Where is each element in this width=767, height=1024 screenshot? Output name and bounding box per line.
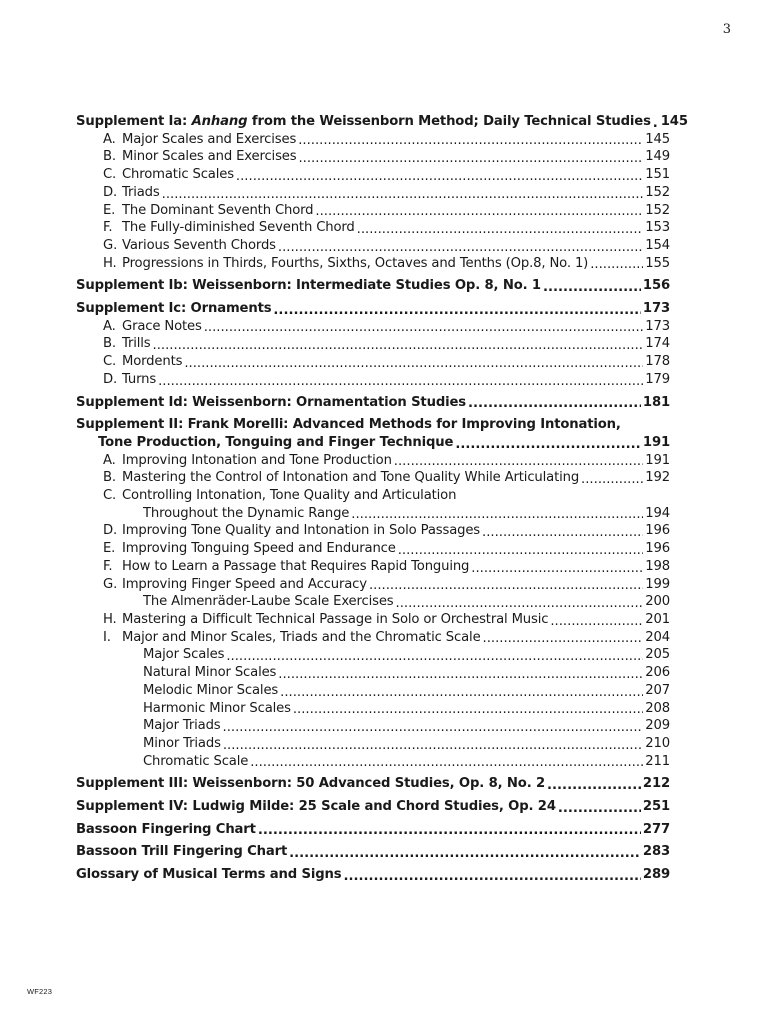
- toc-entry-glossary[interactable]: [76, 866, 670, 884]
- toc-subentry[interactable]: [76, 335, 670, 353]
- toc-entry-page: 204: [645, 629, 670, 645]
- dot-leader: [547, 778, 641, 793]
- toc-subsubentry[interactable]: [76, 646, 670, 664]
- toc-entry-label: C. Mordents: [103, 354, 183, 370]
- dot-leader: [351, 507, 643, 522]
- toc-entry-label: E. Improving Tonguing Speed and Endurance: [103, 541, 396, 557]
- dot-leader: [289, 846, 641, 861]
- toc-entry-page: 155: [645, 255, 670, 271]
- toc-entry-page: 152: [645, 184, 670, 200]
- toc-entry-page: 196: [645, 541, 670, 557]
- dot-leader: [223, 720, 644, 735]
- dot-leader: [162, 187, 644, 202]
- toc-entry-page: 210: [645, 735, 670, 751]
- toc-subentry[interactable]: [76, 629, 670, 647]
- toc-entry-label: Natural Minor Scales: [143, 665, 277, 681]
- toc-entry-page: 145: [645, 131, 670, 147]
- toc-subentry[interactable]: [76, 148, 670, 166]
- dot-leader: [153, 338, 644, 353]
- toc-entry-supplement-iii[interactable]: [76, 775, 670, 793]
- toc-entry-page: 149: [645, 149, 670, 165]
- dot-leader: [398, 543, 644, 558]
- toc-subentry[interactable]: [76, 469, 670, 487]
- toc-subentry[interactable]: [76, 353, 670, 371]
- toc-entry-label: Supplement II: Frank Morelli: Advanced Methods for Improving Intonation,: [76, 417, 621, 433]
- toc-entry-supplement-ic[interactable]: [76, 300, 670, 318]
- toc-subsubentry[interactable]: [76, 593, 670, 611]
- toc-subentry[interactable]: [76, 540, 670, 558]
- toc-subentry[interactable]: [76, 237, 670, 255]
- toc-subsubentry[interactable]: [76, 664, 670, 682]
- toc-subentry[interactable]: [76, 131, 670, 149]
- dot-leader: [343, 869, 640, 884]
- dot-leader: [369, 578, 643, 593]
- toc-entry-label: Supplement Id: Weissenborn: Ornamentation Studies: [76, 394, 466, 410]
- toc-entry-page: 196: [645, 523, 670, 539]
- dot-leader: [250, 755, 643, 770]
- toc-entry-label: D. Triads: [103, 184, 160, 200]
- toc-entry-label: Glossary of Musical Terms and Signs: [76, 867, 342, 883]
- toc-entry-label: Major Triads: [143, 718, 221, 734]
- dot-leader: [298, 151, 643, 166]
- toc-entry-page: 173: [642, 301, 670, 317]
- toc-entry-label: Major Scales: [143, 647, 225, 663]
- toc-entry-page: 191: [642, 434, 670, 450]
- toc-entry-label: Supplement III: Weissenborn: 50 Advanced Studies, Op. 8, No. 2: [76, 776, 546, 792]
- toc-entry-label: H. Mastering a Difficult Technical Passage in Solo or Orchestral Music: [103, 611, 549, 627]
- toc-subentry[interactable]: [76, 452, 670, 470]
- toc-subentry[interactable]: [76, 255, 670, 273]
- dot-leader: [258, 823, 641, 838]
- toc-entry-page: 251: [642, 799, 670, 815]
- toc-entry-supplement-ii-continued[interactable]: [76, 434, 670, 452]
- dot-leader: [184, 356, 643, 371]
- dot-leader: [236, 169, 643, 184]
- footer-code: WF223: [27, 987, 53, 996]
- toc-entry-label: I. Major and Minor Scales, Triads and the Chromatic Scale: [103, 629, 481, 645]
- toc-entry-page: 151: [645, 167, 670, 183]
- toc-entry-page: 178: [645, 354, 670, 370]
- toc-entry-page: 191: [645, 452, 670, 468]
- dot-leader: [204, 320, 644, 335]
- dot-leader: [483, 631, 644, 646]
- toc-entry-page: 174: [645, 336, 670, 352]
- toc-entry-supplement-ii[interactable]: [76, 416, 670, 434]
- toc-entry-label: Minor Triads: [143, 735, 221, 751]
- dot-leader: [396, 596, 644, 611]
- toc-subentry[interactable]: [76, 611, 670, 629]
- page-number: 3: [722, 22, 731, 37]
- toc-entry-page: 173: [645, 318, 670, 334]
- dot-leader: [471, 561, 643, 576]
- toc-entry-label: B. Trills: [103, 336, 151, 352]
- toc-entry-page: 179: [645, 371, 670, 387]
- toc-subentry[interactable]: [76, 371, 670, 389]
- toc-entry-page: 277: [642, 821, 670, 837]
- toc-subsubentry[interactable]: [76, 700, 670, 718]
- dot-leader: [158, 374, 643, 389]
- toc-entry-label: B. Minor Scales and Exercises: [103, 149, 297, 165]
- table-of-contents: [76, 113, 688, 884]
- toc-subentry[interactable]: [76, 487, 670, 505]
- dot-leader: [482, 525, 643, 540]
- toc-entry-label: D. Improving Tone Quality and Intonation in Solo Passages: [103, 523, 481, 539]
- toc-entry-label: A. Improving Intonation and Tone Production: [103, 452, 392, 468]
- toc-entry-page: 194: [645, 505, 670, 521]
- toc-entry-label: B. Mastering the Control of Intonation and Tone Quality While Articulating: [103, 470, 580, 486]
- toc-subsubentry[interactable]: [76, 735, 670, 753]
- toc-subentry[interactable]: [76, 318, 670, 336]
- dot-leader: [315, 204, 643, 219]
- toc-entry-label: G. Improving Finger Speed and Accuracy: [103, 576, 367, 592]
- toc-entry-label: Bassoon Fingering Chart: [76, 821, 256, 837]
- toc-entry-page: 207: [645, 682, 670, 698]
- toc-entry-trill-fingering-chart[interactable]: [76, 843, 670, 861]
- dot-leader: [273, 303, 641, 318]
- dot-leader: [653, 116, 659, 131]
- toc-entry-page: 198: [645, 558, 670, 574]
- toc-entry-label: E. The Dominant Seventh Chord: [103, 202, 314, 218]
- toc-entry-page: 206: [645, 665, 670, 681]
- dot-leader: [550, 614, 643, 629]
- toc-entry-label: A. Major Scales and Exercises: [103, 131, 297, 147]
- dot-leader: [590, 257, 643, 272]
- toc-entry-label: Chromatic Scale: [143, 753, 249, 769]
- toc-subentry[interactable]: [76, 219, 670, 237]
- toc-entry-label: The Almenräder-Laube Scale Exercises: [143, 594, 394, 610]
- toc-subentry[interactable]: [76, 202, 670, 220]
- toc-subentry[interactable]: [76, 522, 670, 540]
- toc-entry-page: 199: [645, 576, 670, 592]
- toc-entry-label: D. Turns: [103, 371, 157, 387]
- dot-leader: [394, 454, 643, 469]
- toc-subentry[interactable]: [76, 558, 670, 576]
- toc-entry-page: 208: [645, 700, 670, 716]
- toc-entry-page: 289: [642, 867, 670, 883]
- toc-entry-label: Supplement IV: Ludwig Milde: 25 Scale and Chord Studies, Op. 24: [76, 799, 556, 815]
- toc-entry-page: 152: [645, 202, 670, 218]
- toc-entry-page: 181: [642, 394, 670, 410]
- toc-entry-page: 201: [645, 611, 670, 627]
- toc-entry-label: Harmonic Minor Scales: [143, 700, 291, 716]
- dot-leader: [468, 396, 641, 411]
- toc-entry-label: Throughout the Dynamic Range: [143, 505, 350, 521]
- dot-leader: [298, 133, 643, 148]
- dot-leader: [226, 649, 643, 664]
- toc-subentry[interactable]: [76, 576, 670, 594]
- toc-entry-page: 212: [642, 776, 670, 792]
- toc-subsubentry[interactable]: [76, 753, 670, 771]
- toc-entry-label: G. Various Seventh Chords: [103, 237, 276, 253]
- dot-leader: [581, 472, 643, 487]
- toc-entry-label: Supplement Ib: Weissenborn: Intermediate Studies Op. 8, No. 1: [76, 278, 541, 294]
- toc-entry-page: 156: [642, 278, 670, 294]
- toc-entry-page: 200: [645, 594, 670, 610]
- toc-entry-label: F. How to Learn a Passage that Requires Rapid Tonguing: [103, 558, 470, 574]
- toc-entry-label: Melodic Minor Scales: [143, 682, 279, 698]
- dot-leader: [455, 437, 641, 452]
- toc-entry-supplement-id[interactable]: [76, 394, 670, 412]
- toc-entry-page: 211: [645, 753, 670, 769]
- toc-entry-supplement-ia[interactable]: [76, 113, 688, 131]
- dot-leader: [223, 738, 643, 753]
- toc-subsubentry[interactable]: [76, 717, 670, 735]
- toc-entry-label: C. Chromatic Scales: [103, 167, 234, 183]
- toc-subentry[interactable]: [76, 166, 670, 184]
- toc-subsubentry[interactable]: [76, 682, 670, 700]
- toc-entry-label: F. The Fully-diminished Seventh Chord: [103, 220, 355, 236]
- toc-entry-page: 153: [645, 220, 670, 236]
- dot-leader: [293, 702, 643, 717]
- toc-entry-supplement-ib[interactable]: [76, 277, 670, 295]
- toc-entry-page: 192: [645, 470, 670, 486]
- dot-leader: [357, 222, 644, 237]
- toc-entry-label: Supplement Ic: Ornaments: [76, 301, 272, 317]
- dot-leader: [543, 280, 641, 295]
- toc-entry-page: 205: [645, 647, 670, 663]
- toc-entry-label: C. Controlling Intonation, Tone Quality and Articulation: [103, 488, 457, 504]
- toc-entry-page: 154: [645, 237, 670, 253]
- dot-leader: [280, 685, 643, 700]
- toc-entry-page: 283: [642, 844, 670, 860]
- toc-subentry[interactable]: [76, 184, 670, 202]
- toc-entry-page: 209: [645, 718, 670, 734]
- toc-entry-label: Supplement Ia: Anhang from the Weissenborn Method; Daily Technical Studies: [76, 114, 651, 129]
- toc-entry-label: A. Grace Notes: [103, 318, 202, 334]
- toc-entry-label: Bassoon Trill Fingering Chart: [76, 844, 288, 860]
- toc-entry-label: H. Progressions in Thirds, Fourths, Sixths, Octaves and Tenths (Op.8, No. 1): [103, 255, 589, 271]
- toc-entry-fingering-chart[interactable]: [76, 821, 670, 839]
- toc-entry-supplement-iv[interactable]: [76, 798, 670, 816]
- toc-entry-label: Tone Production, Tonguing and Finger Technique: [98, 434, 454, 450]
- dot-leader: [278, 667, 643, 682]
- dot-leader: [558, 801, 641, 816]
- toc-subentry-continued[interactable]: [76, 505, 670, 523]
- dot-leader: [278, 240, 643, 255]
- toc-entry-page: 145: [660, 114, 688, 129]
